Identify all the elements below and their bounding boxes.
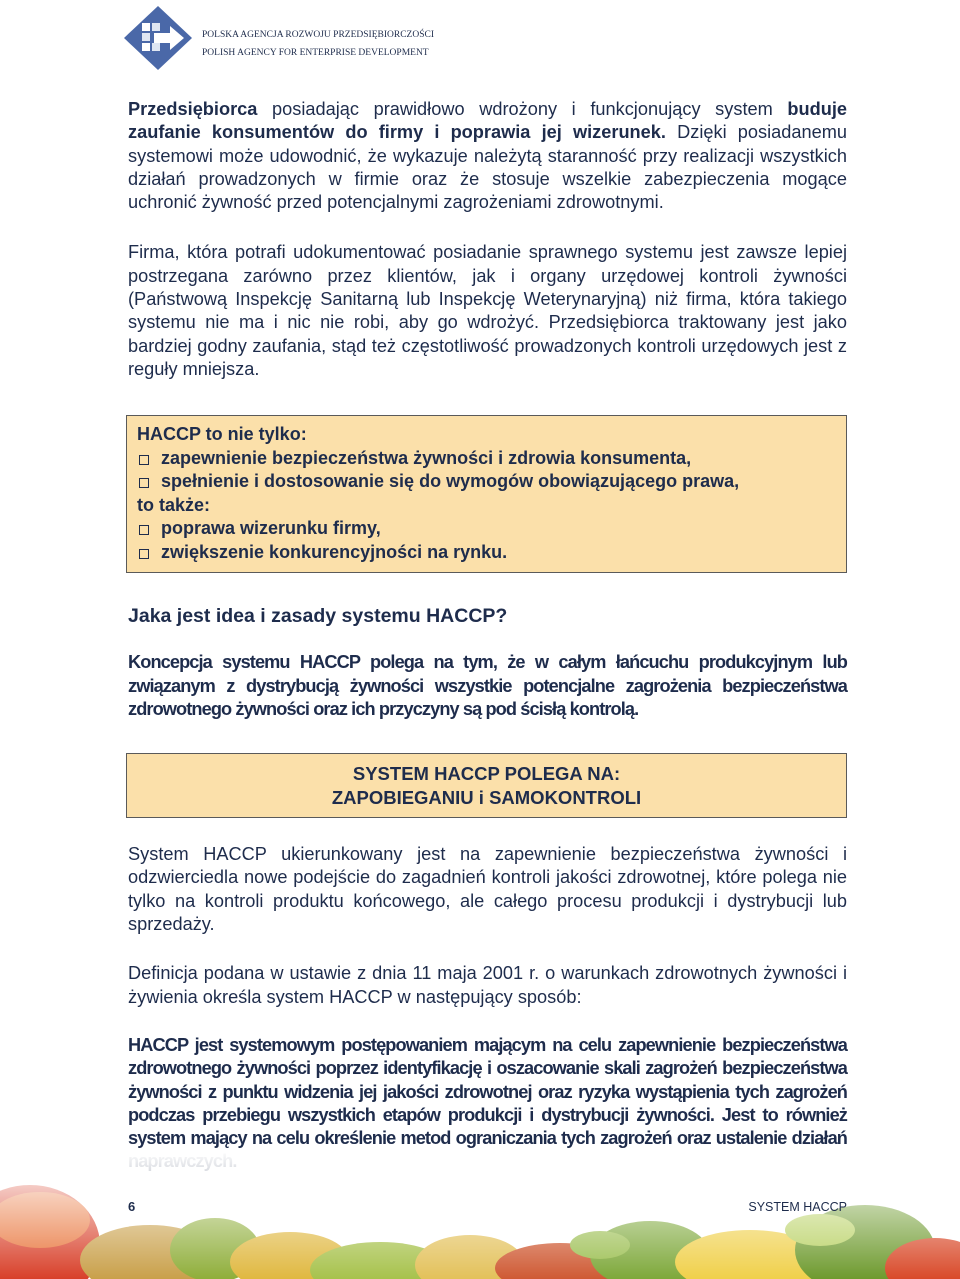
list-item [137, 517, 836, 541]
paragraph-firm: Firma, która potrafi udokumentować posiadanie sprawnego systemu jest zawsze lepiej postrzegana zarówno przez klientów, jak i organy urzędowej kontroli żywności (Państwową Inspekcję Sanitarną lub Inspekcję Weterynaryjną) niż firma, która takiego systemu nie ma i nic nie robi, aby go wdrożyć. Przedsiębiorca traktowany jest jako bardziej godny zaufania, stąd też częstotliwość prowadzonych kontroli urzędowych jest z reguły mniejsza. [128, 242, 847, 379]
list-item [137, 470, 836, 494]
intro-paragraph [128, 98, 847, 214]
page-content [128, 98, 847, 1174]
agency-name [202, 26, 434, 62]
intro-rest: Dzięki posiadanemu systemowi może udowodnić, że wykazuje należytą staranność przy realizacji wszystkich działań prowadzonych w firmie oraz że stosuje wszelkie zabezpieczenia mogące uchronić żywność przed potencjalnymi zagrożeniami zdrowotnymi. [128, 122, 847, 213]
checkbox-bullet-icon [139, 455, 149, 465]
agency-name-en: POLISH AGENCY FOR ENTERPRISE DEVELOPMENT [202, 48, 429, 58]
haccp-box-title: HACCP to nie tylko: [137, 424, 307, 445]
intro-lead-rest: posiadając prawidłowo wdrożony i funkcjonujący system [257, 99, 788, 119]
intro-lead-bold: Przedsiębiorca [128, 99, 258, 119]
system-box-line1: SYSTEM HACCP POLEGA NA: [352, 763, 621, 785]
list-item-text: spełnienie i dostosowanie się do wymogów obowiązującego prawa, [161, 471, 740, 492]
page-number: 6 [128, 1199, 136, 1214]
list-item-text: zwiększenie konkurencyjności na rynku. [161, 541, 508, 562]
concept-paragraph: Koncepcja systemu HACCP polega na tym, że w całym łańcuchu produkcyjnym lub związanym z dystrybucją żywności wszystkie potencjalne zagrożenia bezpieczeństwa zdrowotnego żywności oraz ich przyczyny są pod ścisłą kontrolą. [128, 652, 847, 719]
list-item-text: zapewnienie bezpieczeństwa żywności i zdrowia konsumenta, [161, 447, 692, 468]
paragraph-system: System HACCP ukierunkowany jest na zapewnienie bezpieczeństwa żywności i odzwierciedla nowe podejście do zagadnień kontroli jakości zdrowotnej, które polega nie tylko na kontroli produktu końcowego, ale całego procesu produkcji i dystrybucji lub sprzedaży. [128, 844, 847, 935]
system-box-line2: ZAPOBIEGANIU i SAMOKONTROLI [331, 786, 642, 808]
checkbox-bullet-icon [139, 549, 149, 559]
list-item [137, 447, 836, 471]
agency-name-pl: POLSKA AGENCJA ROZWOJU PRZEDSIĘBIORCZOŚCI [202, 30, 434, 40]
paragraph-definition-intro: Definicja podana w ustawie z dnia 11 maja 2001 r. o warunkach zdrowotnych żywności i żywienia określa system HACCP w następujący sposób: [128, 963, 847, 1007]
vegetables-decoration-image [0, 1150, 960, 1279]
system-haccp-box [126, 753, 847, 818]
haccp-box-also: to także: [137, 494, 211, 515]
checkbox-bullet-icon [139, 525, 149, 535]
footer-title: SYSTEM HACCP [748, 1200, 847, 1214]
section-heading: Jaka jest idea i zasady systemu HACCP? [128, 605, 508, 628]
intro-highlight: buduje zaufanie konsumentów do firmy i poprawia jej wizerunek. [128, 99, 847, 143]
list-item-text: poprawa wizerunku firmy, [161, 518, 381, 539]
haccp-benefits-box [126, 415, 847, 573]
definition-paragraph: HACCP jest systemowym postępowaniem mającym na celu zapewnienie bezpieczeństwa zdrowotnego żywności poprzez identyfikację i oszacowanie skali zagrożeń bezpieczeństwa żywności z punktu widzenia jej jakości zdrowotnej oraz ryzyka wystąpienia tych zagrożeń podczas przebiegu wszystkich etapów produkcji i dystrybucji żywności. Jest to również system mający na celu określenie metod ograniczania tych zagrożeń oraz ustalenie działań [128, 1034, 847, 1149]
agency-logo-icon [124, 6, 192, 70]
page-header [124, 6, 434, 70]
list-item [137, 541, 836, 565]
checkbox-bullet-icon [139, 478, 149, 488]
